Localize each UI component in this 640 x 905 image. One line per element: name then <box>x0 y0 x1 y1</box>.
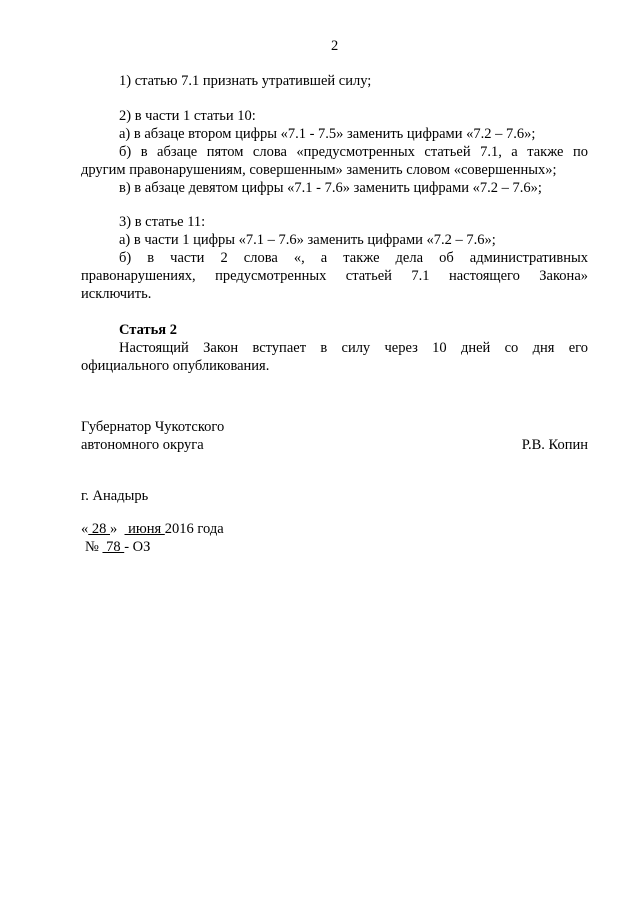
item-2-b-line1: б) в абзаце пятом слова «предусмотренных статьей 7.1, а также по <box>119 144 588 160</box>
item-1: 1) статью 7.1 признать утратившей силу; <box>119 73 372 89</box>
law-number-suffix: - ОЗ <box>124 539 151 555</box>
item-2-b-line2: другим правонарушениям, совершенным» заменить словом «совершенных»; <box>81 162 557 178</box>
place-of-signing: г. Анадырь <box>81 488 149 504</box>
signing-date <box>81 520 224 538</box>
date-year: 2016 года <box>164 521 224 537</box>
law-number-value: 78 <box>102 539 125 555</box>
signature-title-line2: автономного округа <box>81 437 204 453</box>
law-number <box>85 538 150 556</box>
item-3-a: а) в части 1 цифры «7.1 – 7.6» заменить цифрами «7.2 – 7.6»; <box>119 232 496 248</box>
date-close-quote: » <box>110 521 118 537</box>
item-3-b-line3: исключить. <box>81 286 152 302</box>
article-2-line2: официального опубликования. <box>81 358 270 374</box>
page-number: 2 <box>331 38 339 54</box>
article-2-heading: Статья 2 <box>119 322 177 338</box>
date-day: 28 <box>88 521 110 537</box>
item-2-c: в) в абзаце девятом цифры «7.1 - 7.6» заменить цифрами «7.2 – 7.6»; <box>119 180 542 196</box>
item-3-b-line1: б) в части 2 слова «, а также дела об административных <box>119 250 588 266</box>
item-2-heading: 2) в части 1 статьи 10: <box>119 108 256 124</box>
signature-name: Р.В. Копин <box>521 437 588 453</box>
item-3-b-line2: правонарушениях, предусмотренных статьей 7.1 настоящего Закона» <box>81 268 588 284</box>
item-3-heading: 3) в статье 11: <box>119 214 206 230</box>
date-month: июня <box>124 521 165 537</box>
article-2-line1: Настоящий Закон вступает в силу через 10 дней со дня его <box>119 340 588 356</box>
item-2-a: а) в абзаце втором цифры «7.1 - 7.5» заменить цифрами «7.2 – 7.6»; <box>119 126 536 142</box>
signature-title-line1: Губернатор Чукотского <box>81 419 225 435</box>
law-number-prefix: № <box>85 539 99 555</box>
date-open-quote: « <box>81 521 89 537</box>
